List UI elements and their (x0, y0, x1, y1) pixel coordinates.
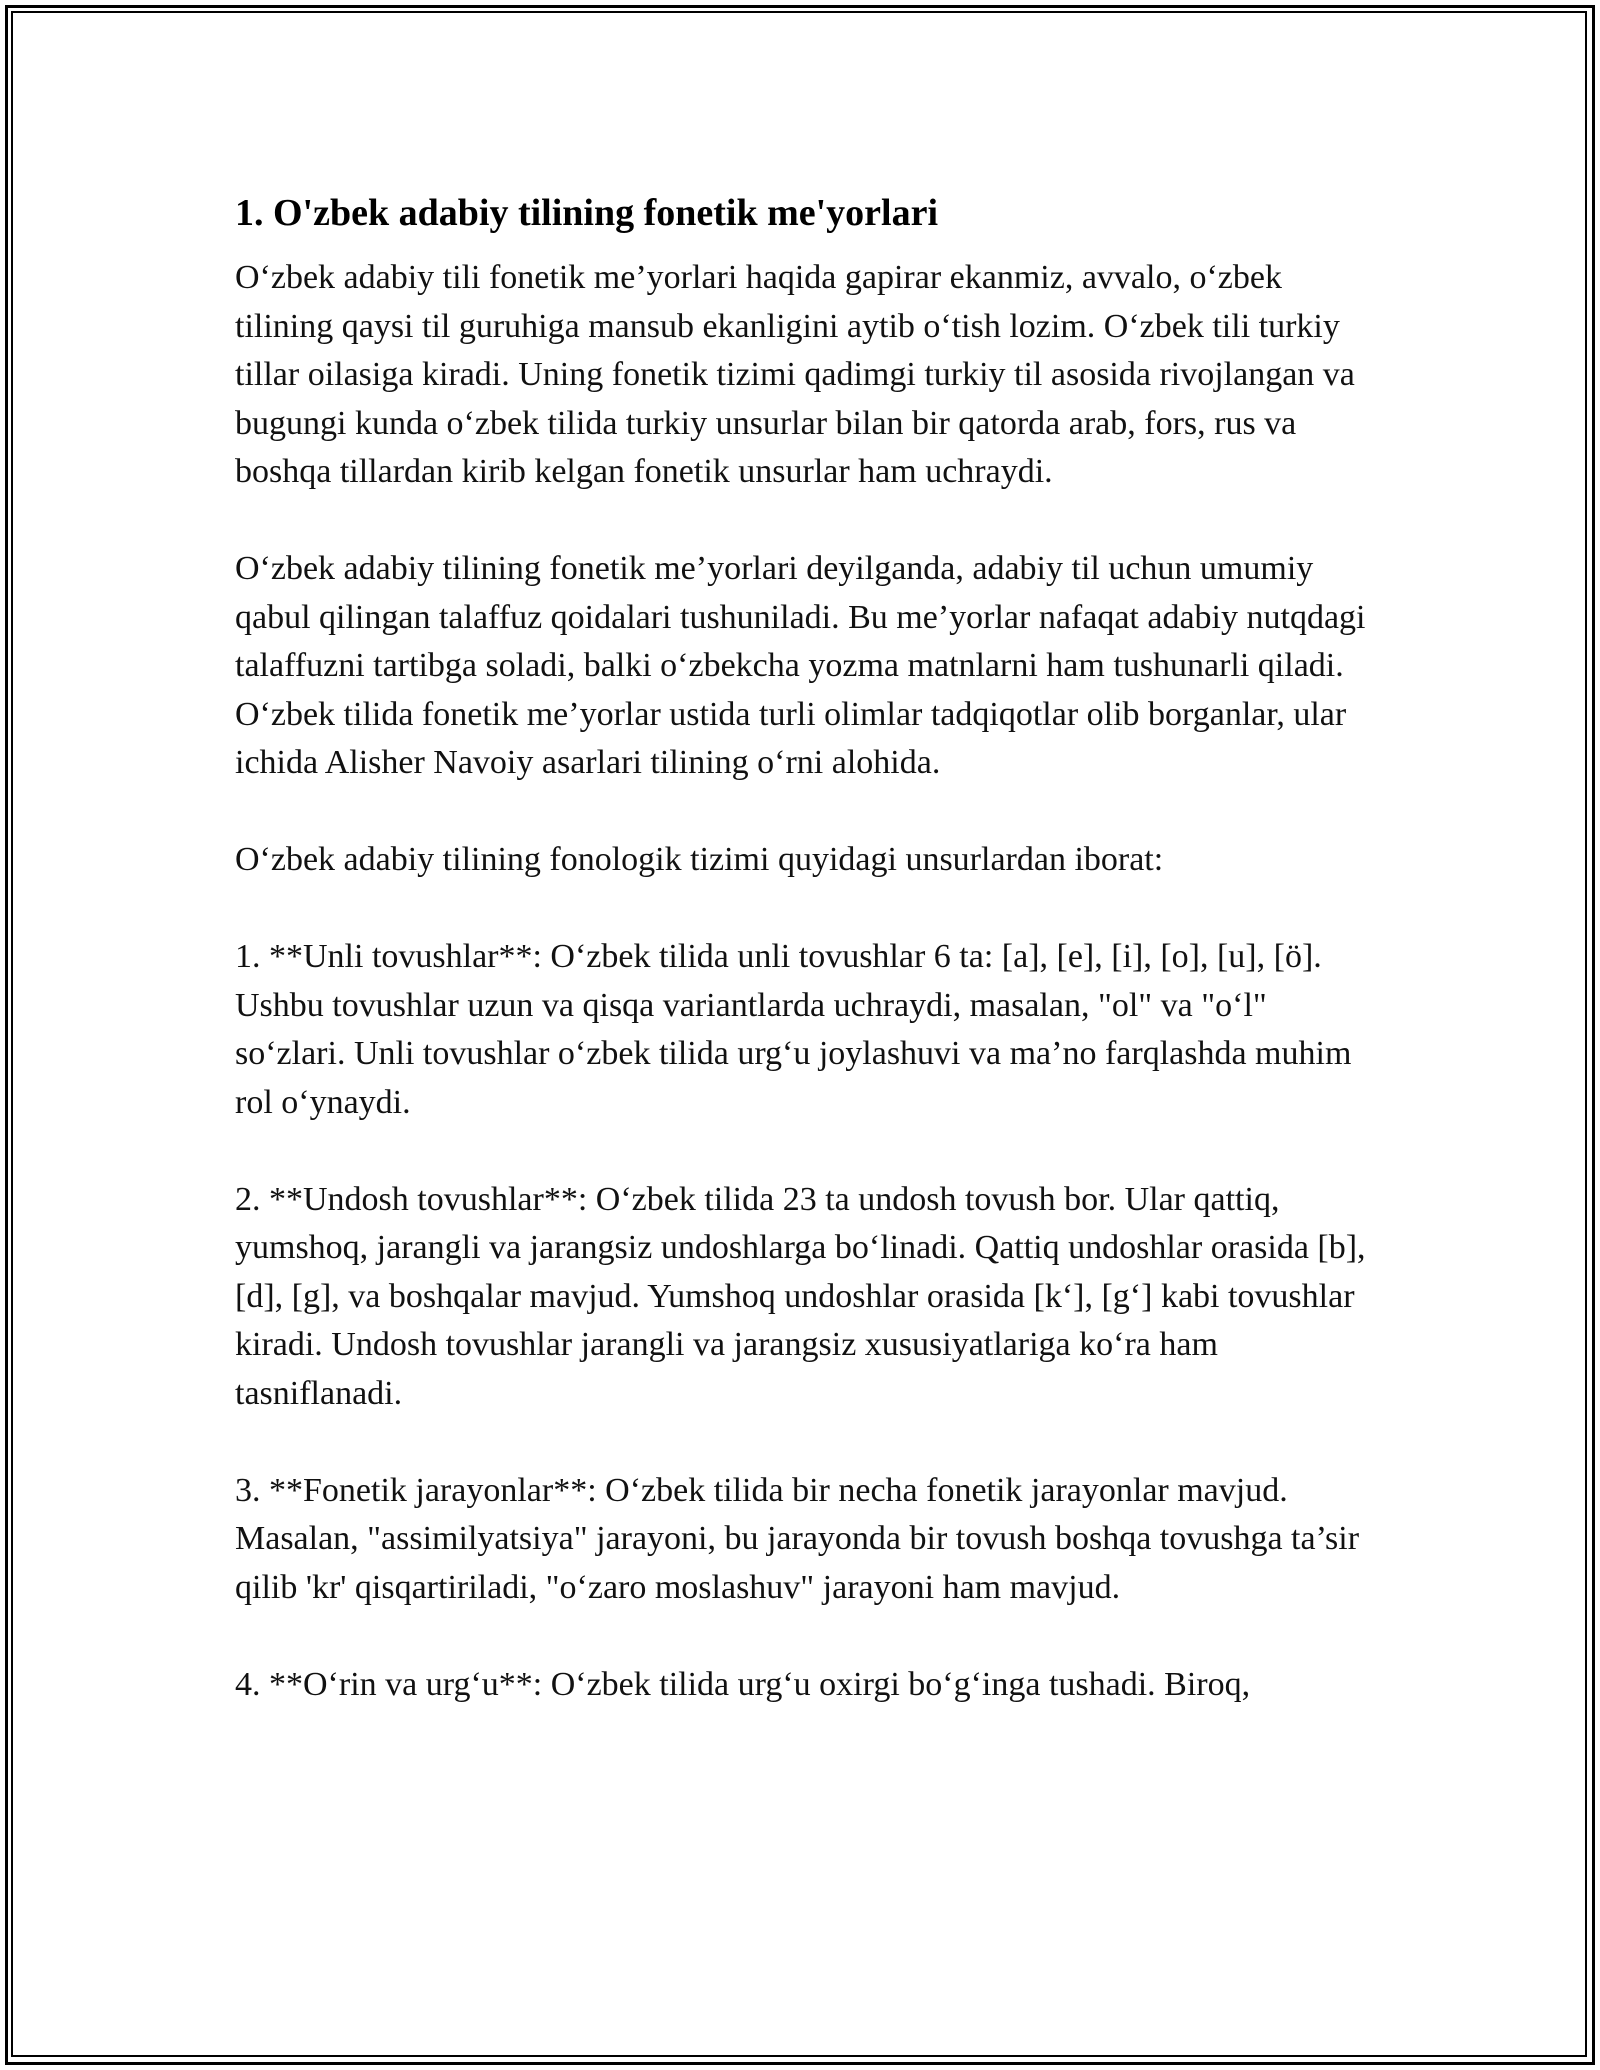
paragraph-norms: O‘zbek adabiy tilining fonetik me’yorlari deyilganda, adabiy til uchun umumiy qabul qilingan talaffuz qoidalari tushuniladi. Bu me’yorlar nafaqat adabiy nutqdagi talaffuzni tartibga soladi, balki o‘zbekcha yozma matnlarni ham tushunarli qiladi. O‘zbek tilida fonetik me’yorlar ustida turli olimlar tadqiqotlar olib borganlar, ular ichida Alisher Navoiy asarlari tilining o‘rni alohida. (235, 550, 1366, 781)
list-item-phonetic-processes: 3. **Fonetik jarayonlar**: O‘zbek tilida bir necha fonetik jarayonlar mavjud. Masalan, "assimilyatsiya" jarayoni, bu jarayonda bir tovush boshqa tovushga ta’sir qilib 'kr' qisqartiriladi, "o‘zaro moslashuv" jarayoni ham mavjud. (235, 1471, 1360, 1606)
section-heading: 1. O'zbek adabiy tilining fonetik me'yorlari (235, 192, 939, 234)
paragraph-intro: O‘zbek adabiy tili fonetik me’yorlari haqida gapirar ekanmiz, avvalo, o‘zbek tilining qaysi til guruhiga mansub ekanligini aytib o‘tish lozim. O‘zbek tili turkiy tillar oilasiga kiradi. Uning fonetik tizimi qadimgi turkiy til asosida rivojlangan va bugungi kunda o‘zbek tilida turkiy unsurlar bilan bir qatorda arab, fors, rus va boshqa tillardan kirib kelgan fonetik unsurlar ham uchraydi. (235, 259, 1355, 490)
document-page (235, 186, 1375, 1758)
list-item-consonants: 2. **Undosh tovushlar**: O‘zbek tilida 23 ta undosh tovush bor. Ular qattiq, yumshoq, jarangli va jarangsiz undoshlarga bo‘linadi. Qattiq undoshlar orasida [b], [d], [g], va boshqalar mavjud. Yumshoq undoshlar orasida [k‘], [g‘] kabi tovushlar kiradi. Undosh tovushlar jarangli va jarangsiz xususiyatlariga ko‘ra ham tasniflanadi. (235, 1180, 1366, 1412)
list-item-vowels: 1. **Unli tovushlar**: O‘zbek tilida unli tovushlar 6 ta: [a], [e], [i], [o], [u], [ö]. Ushbu tovushlar uzun va qisqa variantlarda uchraydi, masalan, "ol" va "o‘l" so‘zlari. Unli tovushlar o‘zbek tilida urg‘u joylashuvi va ma’no farqlashda muhim rol o‘ynaydi. (235, 938, 1352, 1121)
list-item-stress: 4. **O‘rin va urg‘u**: O‘zbek tilida urg‘u oxirgi bo‘g‘inga tushadi. Biroq, (235, 1665, 1251, 1703)
paragraph-phonology-intro: O‘zbek adabiy tilining fonologik tizimi quyidagi unsurlardan iborat: (235, 841, 1164, 878)
